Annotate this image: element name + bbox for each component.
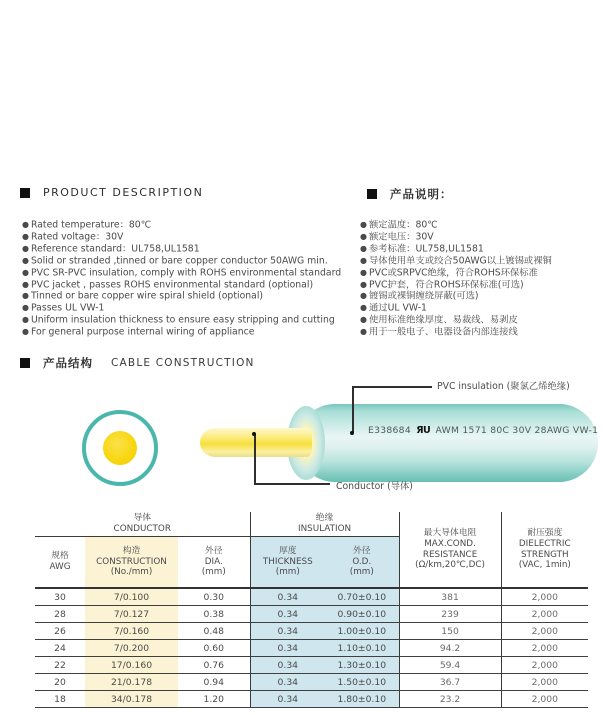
conductor-group-en: CONDUCTOR (113, 524, 171, 534)
table-cell: 26 (35, 623, 85, 640)
construction-header (85, 537, 178, 589)
table-cell: 0.34 (250, 606, 325, 623)
cable-jacket (296, 404, 598, 482)
table-cell: 30 (35, 588, 85, 606)
dielectric-header-en1: DIELECTRIC (518, 538, 571, 549)
table-cell: 1.00±0.10 (325, 623, 399, 640)
table-row (35, 588, 588, 606)
dia-header-zh: 外径 (204, 545, 223, 556)
table-cell: 7/0.200 (85, 640, 178, 657)
description-bullets-en (22, 219, 367, 338)
thickness-header-zh: 厚度 (278, 545, 297, 556)
resistance-header-en1: MAX.COND. (424, 538, 476, 549)
table-cell: 239 (399, 606, 501, 623)
list-item: ● PVC护套，符合ROHS环保标准(可选) (360, 279, 595, 291)
list-item: ● Rated temperature：80℃ (22, 219, 367, 231)
cable-print-text (368, 425, 599, 436)
conductor-group-header (35, 512, 250, 537)
table-cell: 1.80±0.10 (325, 691, 399, 708)
list-item: ● Tinned or bare copper wire spiral shield (optional) (22, 290, 367, 302)
spec-table-body (35, 588, 588, 708)
table-cell: 20 (35, 674, 85, 691)
table-cell: 0.34 (250, 640, 325, 657)
dia-header-unit: (mm) (201, 567, 226, 578)
table-cell: 24 (35, 640, 85, 657)
table-cell: 1.20 (178, 691, 250, 708)
table-cell: 0.34 (250, 674, 325, 691)
list-item: ● Uniform insulation thickness to ensure easy stripping and cutting (22, 314, 367, 326)
dielectric-header-unit: (VAC, 1min) (518, 560, 571, 571)
insulation-group-en: INSULATION (297, 524, 352, 534)
cable-construction-title (20, 355, 255, 371)
table-row (35, 606, 588, 623)
table-cell: 7/0.160 (85, 623, 178, 640)
product-description-title (20, 186, 203, 199)
table-row (35, 640, 588, 657)
table-group-header-row (35, 512, 588, 537)
product-description-title-zh-text: 产品说明： (390, 187, 453, 201)
conductor-rod (200, 428, 312, 457)
cable-cross-section (82, 410, 158, 486)
list-item: ● Rated voltage：30V (22, 231, 367, 243)
resistance-header (399, 512, 501, 588)
list-item: ● Solid or stranded ,tinned or bare copper conductor 50AWG min. (22, 255, 367, 267)
resistance-header-zh: 最大导体电阻 (423, 527, 477, 538)
product-description-title-text: PRODUCT DESCRIPTION (43, 186, 204, 199)
list-item: ● 使用标准绝缘厚度、易裁线、易剥皮 (360, 314, 595, 326)
ul-recognized-icon: ЯU (416, 425, 431, 436)
table-cell: 0.34 (250, 657, 325, 674)
conductor-core (103, 431, 137, 465)
construction-header-en: CONSTRUCTION (96, 556, 167, 567)
construction-header-unit: (No./mm) (110, 567, 153, 578)
table-cell: 59.4 (399, 657, 501, 674)
list-item: ● Reference standard：UL758,UL1581 (22, 243, 367, 255)
table-cell: 34/0.178 (85, 691, 178, 708)
list-item: ● 额定电压：30V (360, 231, 595, 243)
table-cell: 2,000 (501, 588, 588, 606)
construction-title-en: CABLE CONSTRUCTION (111, 357, 255, 369)
insulation-group-header (250, 512, 399, 537)
dielectric-header-zh: 耐压强度 (527, 527, 563, 538)
dielectric-header (501, 512, 588, 588)
od-header-en: O.D. (352, 556, 372, 567)
spec-table (35, 512, 588, 708)
table-cell: 28 (35, 606, 85, 623)
table-row (35, 691, 588, 708)
table-cell: 0.70±0.10 (325, 588, 399, 606)
insulation-leader-line (352, 386, 432, 388)
list-item: ● 镀锡或裸铜缠绕屏蔽(可选) (360, 290, 595, 302)
table-cell: 36.7 (399, 674, 501, 691)
awg-header-en: AWG (49, 562, 71, 572)
cable-print-spec: AWM 1571 80C 30V 28AWG VW-1 (435, 425, 599, 436)
table-row (35, 674, 588, 691)
list-item: ● 额定温度：80℃ (360, 219, 595, 231)
product-description-title-zh (367, 186, 453, 202)
resistance-header-en2: RESISTANCE (422, 549, 478, 560)
construction-title-zh: 产品结构 (43, 356, 93, 370)
list-item: ● 导体使用单支或绞合50AWG以上镀锡或裸铜 (360, 255, 595, 267)
list-item: ● PVC或SRPVC绝缘，符合ROHS环保标准 (360, 267, 595, 279)
table-cell: 381 (399, 588, 501, 606)
table-cell: 0.34 (250, 623, 325, 640)
conductor-group-zh: 导体 (133, 513, 152, 524)
dia-header (178, 537, 250, 589)
list-item: ● PVC jacket , passes ROHS environmental standard (optional) (22, 279, 367, 291)
table-cell: 2,000 (501, 691, 588, 708)
table-cell: 17/0.160 (85, 657, 178, 674)
list-item: ● 通过UL VW-1 (360, 302, 595, 314)
insulation-leader-dot (350, 431, 354, 435)
table-cell: 21/0.178 (85, 674, 178, 691)
conductor-leader-line (254, 483, 330, 485)
table-row (35, 657, 588, 674)
table-cell: 2,000 (501, 657, 588, 674)
thickness-header (250, 537, 325, 589)
table-cell: 1.30±0.10 (325, 657, 399, 674)
table-cell: 1.50±0.10 (325, 674, 399, 691)
cable-print-cert: E338684 (368, 425, 411, 436)
od-header (325, 537, 399, 589)
conductor-label: Conductor (导体) (336, 481, 413, 492)
list-item: ● Passes UL VW-1 (22, 302, 367, 314)
table-cell: 7/0.127 (85, 606, 178, 623)
table-cell: 2,000 (501, 674, 588, 691)
section-square-icon (20, 188, 30, 198)
table-cell: 94.2 (399, 640, 501, 657)
table-cell: 22 (35, 657, 85, 674)
list-item: ● 参考标准：UL758,UL1581 (360, 243, 595, 255)
table-cell: 0.34 (250, 588, 325, 606)
table-cell: 150 (399, 623, 501, 640)
od-header-unit: (mm) (349, 567, 374, 578)
conductor-leader-dot (252, 432, 256, 436)
table-cell: 0.30 (178, 588, 250, 606)
construction-header-zh: 构造 (122, 545, 141, 556)
thickness-header-unit: (mm) (275, 567, 300, 578)
table-cell: 2,000 (501, 640, 588, 657)
table-cell: 0.34 (250, 691, 325, 708)
section-square-icon (20, 358, 30, 368)
list-item: ● For general purpose internal wiring of appliance (22, 326, 367, 338)
table-cell: 23.2 (399, 691, 501, 708)
list-item: ● 用于一般电子、电器设备内部连接线 (360, 326, 595, 338)
insulation-leader-line (352, 386, 354, 433)
table-cell: 18 (35, 691, 85, 708)
table-cell: 0.94 (178, 674, 250, 691)
awg-header-zh: 规格 (51, 551, 69, 562)
list-item: ● PVC SR-PVC insulation, comply with ROHS environmental standard (22, 267, 367, 279)
awg-header (35, 537, 85, 589)
table-cell: 0.48 (178, 623, 250, 640)
od-header-zh: 外径 (352, 545, 371, 556)
table-cell: 0.76 (178, 657, 250, 674)
table-cell: 7/0.100 (85, 588, 178, 606)
description-bullets-zh (360, 219, 595, 338)
conductor-leader-line (254, 434, 256, 484)
table-row (35, 623, 588, 640)
table-cell: 0.60 (178, 640, 250, 657)
dielectric-header-en2: STRENGTH (520, 549, 569, 560)
table-cell: 2,000 (501, 606, 588, 623)
table-cell: 2,000 (501, 623, 588, 640)
table-cell: 1.10±0.10 (325, 640, 399, 657)
insulation-label: PVC insulation (聚氯乙烯绝缘) (437, 381, 570, 392)
dia-header-en: DIA. (204, 556, 223, 567)
resistance-header-unit: (Ω/km,20℃,DC) (415, 560, 485, 571)
thickness-header-en: THICKNESS (262, 556, 313, 567)
table-cell: 0.38 (178, 606, 250, 623)
table-cell: 0.90±0.10 (325, 606, 399, 623)
section-square-icon (367, 189, 377, 199)
insulation-group-zh: 绝缘 (315, 513, 334, 524)
